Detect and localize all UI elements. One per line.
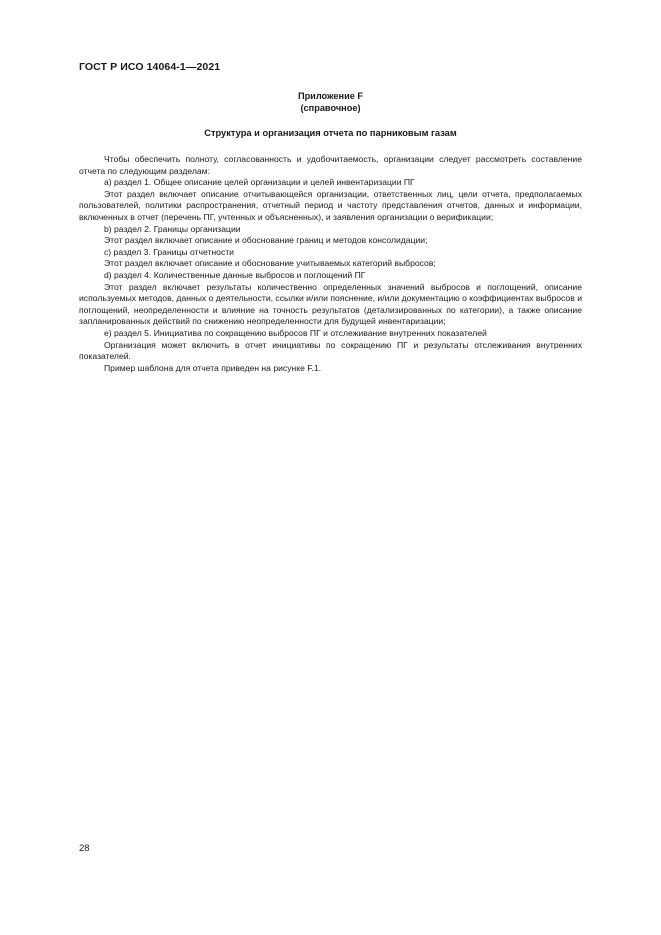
paragraph-intro: Чтобы обеспечить полноту, согласованность и удобочитаемость, организации следует рассмотреть составление отчета по следующим разделам: <box>79 154 582 176</box>
paragraph-template-reference: Пример шаблона для отчета приведен на рисунке F.1. <box>104 362 322 373</box>
list-item-section-2: b) раздел 2. Границы организации <box>104 223 241 234</box>
list-item-section-3: c) раздел 3. Границы отчетности <box>104 246 234 257</box>
body-text <box>79 154 582 374</box>
paragraph-section-5-description: Организация может включить в отчет инициативы по сокращению ПГ и результаты отслеживания внутренних показателей. <box>79 339 582 362</box>
list-item-section-4: d) раздел 4. Количественные данные выбросов и поглощений ПГ <box>104 269 366 280</box>
appendix-heading: Структура и организация отчета по парниковым газам <box>204 128 457 138</box>
paragraph-section-1-description: Этот раздел включает описание отчитывающейся организации, ответственных лиц, цели отчета, предполагаемых пользователей, политики распространения, отчетный период и частоту представления отчетов, данных и информации, включенных в отчет (перечень ПГ, учтенных и объясненных), и заявления организации о верификации; <box>79 188 582 222</box>
paragraph-section-4-description: Этот раздел включает результаты количественно определенных значений выбросов и поглощений, описание используемых методов, данных о деятельности, ссылки и/или пояснение, и/или документацию о коэффициентах выбросов и поглощений, неопределенности и влияние на точность результатов (детализированных по категории), а также описание запланированных действий по снижению неопределенности для будущей инвентаризации; <box>79 281 582 327</box>
list-item-section-1: a) раздел 1. Общее описание целей организации и целей инвентаризации ПГ <box>104 177 415 188</box>
list-item-section-5: e) раздел 5. Инициатива по сокращению выбросов ПГ и отслеживание внутренних показателей <box>104 327 487 338</box>
paragraph-section-2-description: Этот раздел включает описание и обоснование границ и методов консолидации; <box>104 235 428 246</box>
appendix-subtitle: (справочное) <box>300 103 361 113</box>
paragraph-section-3-description: Этот раздел включает описание и обоснование учитываемых категорий выбросов; <box>104 258 436 269</box>
standard-designation: ГОСТ Р ИСО 14064-1—2021 <box>79 61 221 73</box>
appendix-title: Приложение F <box>297 91 364 101</box>
page-number: 28 <box>79 843 90 854</box>
